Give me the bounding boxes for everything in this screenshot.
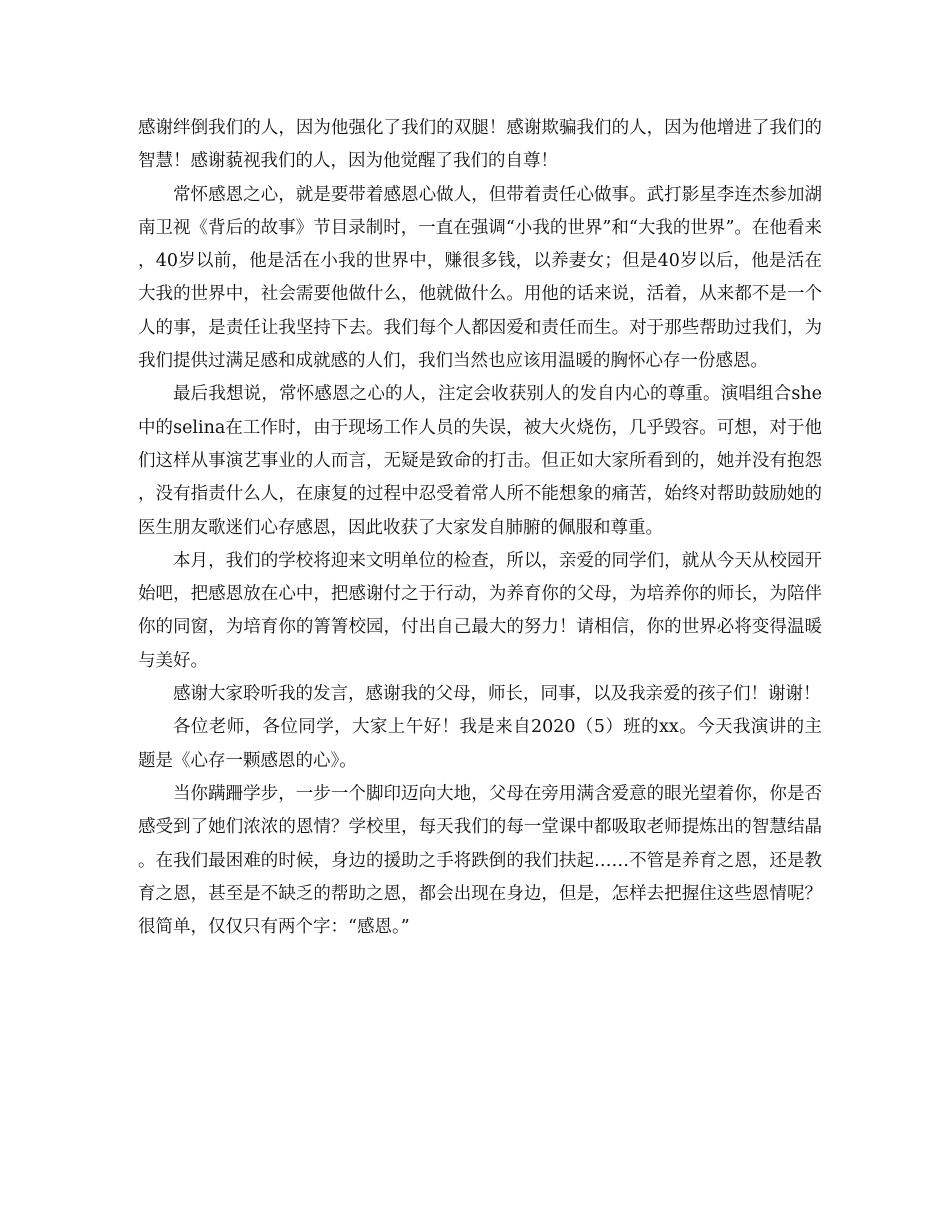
paragraph-3: 最后我想说，常怀感恩之心的人，注定会收获别人的发自内心的尊重。演唱组合she中的selina在工作时，由于现场工作人员的失误，被大火烧伤，几乎毁容。可想，对于他们这样从事演艺事业的人而言，无疑是致命的打击。但正如大家所看到的，她并没有抱怨，没有指责什么人，在康复的过程中忍受着常人所不能想象的痛苦，始终对帮助鼓励她的医生朋友歌迷们心存感恩，因此收获了大家发自肺腑的佩服和尊重。	[138, 384, 822, 538]
paragraph-2: 常怀感恩之心，就是要带着感恩心做人，但带着责任心做事。武打影星李连杰参加湖南卫视《背后的故事》节目录制时，一直在强调“小我的世界”和“大我的世界”。在他看来，40岁以前，他是活在小我的世界中，赚很多钱，以养妻女；但是40岁以后，他是活在大我的世界中，社会需要他做什么，他就做什么。用他的话来说，活着，从来都不是一个人的事，是责任让我坚持下去。我们每个人都因爱和责任而生。对于那些帮助过我们，为我们提供过满足感和成就感的人们，我们当然也应该用温暖的胸怀心存一份感恩。	[138, 184, 822, 372]
paragraph-1: 感谢绊倒我们的人，因为他强化了我们的双腿！感谢欺骗我们的人，因为他增进了我们的智慧！感谢藐视我们的人，因为他觉醒了我们的自尊！	[138, 118, 822, 172]
body-text	[138, 112, 822, 944]
paragraph-5: 感谢大家聆听我的发言，感谢我的父母，师长，同事，以及我亲爱的孩子们！谢谢！	[173, 684, 821, 705]
paragraph-6: 各位老师，各位同学，大家上午好！我是来自2020（5）班的xx。今天我演讲的主题是《心存一颗感恩的心》。	[138, 717, 822, 771]
paragraph-4: 本月，我们的学校将迎来文明单位的检查，所以，亲爱的同学们，就从今天从校园开始吧，把感恩放在心中，把感谢付之于行动，为养育你的父母，为培养你的师长，为陪伴你的同窗，为培育你的箐箐校园，付出自己最大的努力！请相信，你的世界必将变得温暖与美好。	[138, 550, 822, 671]
paragraph-7: 当你蹒跚学步，一步一个脚印迈向大地，父母在旁用满含爱意的眼光望着你，你是否感受到了她们浓浓的恩情？学校里，每天我们的每一堂课中都吸取老师提炼出的智慧结晶。在我们最困难的时候，身边的援助之手将跌倒的我们扶起……不管是养育之恩，还是教育之恩，甚至是不缺乏的帮助之恩，都会出现在身边，但是，怎样去把握住这些恩情呢？很简单，仅仅只有两个字：“感恩。”	[138, 783, 822, 938]
